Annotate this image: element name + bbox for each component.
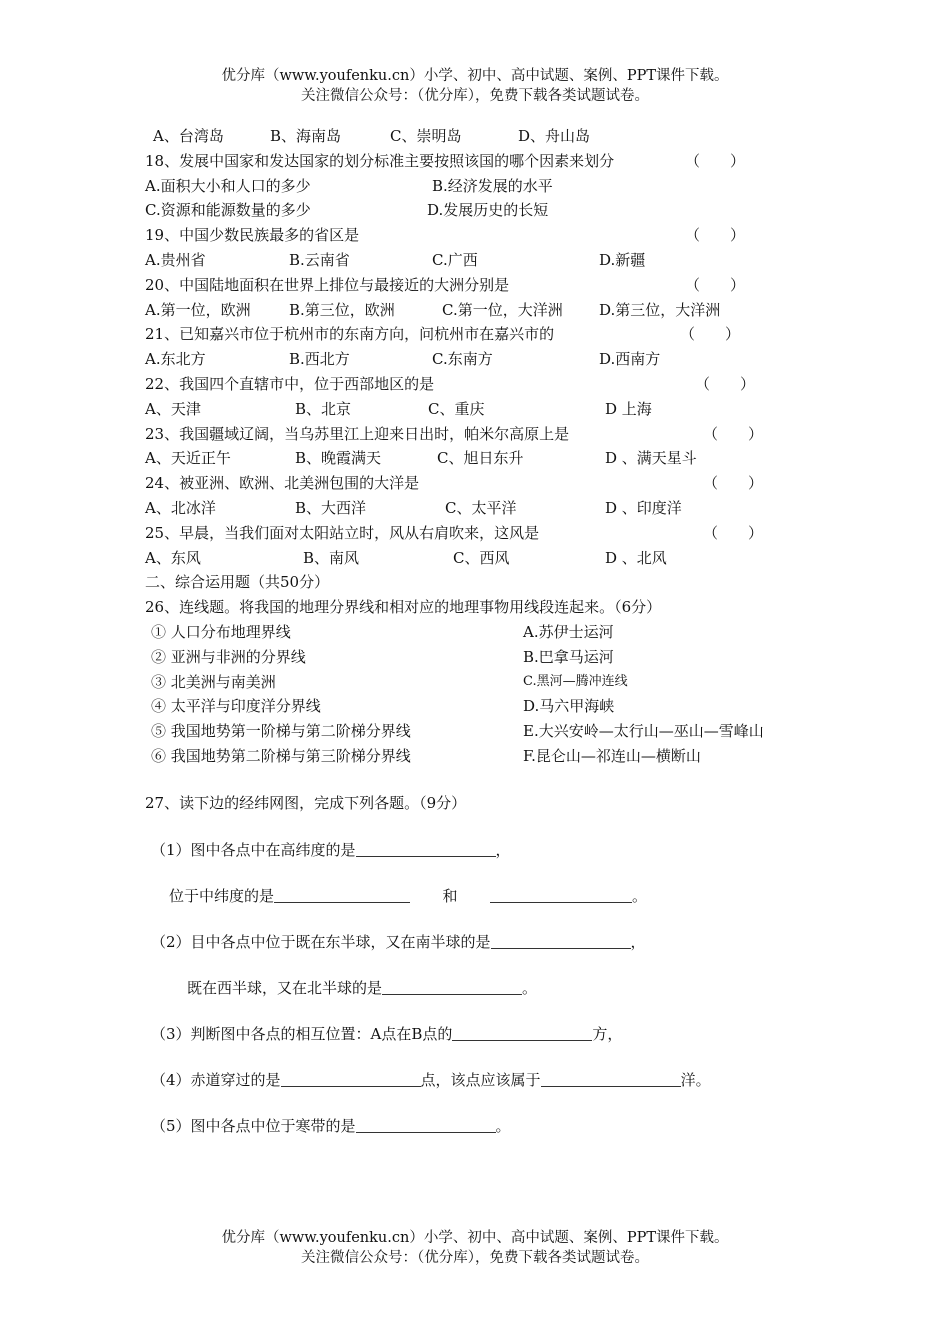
q24-options <box>145 496 805 521</box>
answer-blank[interactable] <box>452 1024 592 1041</box>
option-d: D.西南方 <box>599 350 661 369</box>
q22-options <box>145 397 805 422</box>
answer-blank[interactable] <box>356 1116 496 1133</box>
option-b: B.西北方 <box>289 350 350 369</box>
match-left-4: ④ 太平洋与印度洋分界线 <box>151 697 321 716</box>
match-row-6 <box>145 744 805 769</box>
header-line-1: 优分库（www.youfenku.cn）小学、初中、高中试题、案例、PPT课件下载。 <box>221 68 729 84</box>
match-row-5 <box>145 719 805 744</box>
match-left-1: ① 人口分布地理界线 <box>151 622 291 641</box>
question-text: 19、中国少数民族最多的省区是 <box>145 226 360 245</box>
q27-part-1a <box>145 838 805 862</box>
question-20 <box>145 273 805 298</box>
q27-part-2a <box>145 930 805 954</box>
punct: 洋。 <box>680 1070 711 1089</box>
answer-blank[interactable] <box>490 886 632 903</box>
question-27-title: 27、读下边的经纬网图，完成下列各题。（9分） <box>145 793 467 812</box>
answer-paren: （ ） <box>703 523 764 542</box>
match-left-2: ② 亚洲与非洲的分界线 <box>151 647 306 666</box>
question-text: 18、发展中国家和发达国家的划分标准主要按照该国的哪个因素来划分 <box>145 151 615 170</box>
option-b: B.云南省 <box>289 250 350 269</box>
question-25 <box>145 521 805 546</box>
header-line-2: 关注微信公众号：（优分库），免费下载各类试题试卷。 <box>301 88 649 104</box>
option-c: C.东南方 <box>432 350 493 369</box>
option-a: A、台湾岛 <box>153 127 224 145</box>
answer-paren: （ ） <box>695 374 756 393</box>
question-19 <box>145 223 805 248</box>
option-c: C.资源和能源数量的多少 <box>145 201 311 220</box>
option-d: D 、北风 <box>605 548 667 567</box>
punct: 方， <box>592 1024 623 1043</box>
answer-blank[interactable] <box>491 932 631 949</box>
question-23 <box>145 422 805 447</box>
option-d: D、舟山岛 <box>518 127 591 145</box>
question-text: 23、我国疆域辽阔，当乌苏里江上迎来日出时，帕米尔高原上是 <box>145 424 570 443</box>
punct: ， <box>495 840 511 859</box>
q18-options-row-2 <box>145 198 805 223</box>
q18-options-row-1 <box>145 174 805 199</box>
answer-paren: （ ） <box>685 275 746 294</box>
option-b: B、海南岛 <box>270 127 342 145</box>
option-a: A、东风 <box>145 548 201 567</box>
q17-options <box>145 124 805 149</box>
q25-options <box>145 546 805 571</box>
footer-line-2: 关注微信公众号：（优分库），免费下载各类试题试卷。 <box>301 1250 649 1266</box>
option-c: C.广西 <box>432 250 478 269</box>
question-text: 20、中国陆地面积在世界上排位与最接近的大洲分别是 <box>145 275 510 294</box>
option-a: A、天津 <box>145 399 201 418</box>
question-text: 22、我国四个直辖市中，位于西部地区的是 <box>145 374 435 393</box>
q27-part-1b <box>145 884 805 908</box>
match-right-a: A.苏伊士运河 <box>523 622 614 641</box>
answer-paren: （ ） <box>685 226 746 245</box>
exam-content <box>145 124 805 1138</box>
q19-options <box>145 248 805 273</box>
prompt-text: （2）目中各点中位于既在东半球，又在南半球的是 <box>151 932 491 951</box>
match-right-d: D.马六甲海峡 <box>523 697 615 716</box>
answer-blank[interactable] <box>281 1070 421 1087</box>
answer-paren: （ ） <box>703 424 764 443</box>
punct: ， <box>630 932 646 951</box>
question-24 <box>145 471 805 496</box>
match-right-b: B.巴拿马运河 <box>523 647 614 666</box>
q23-options <box>145 446 805 471</box>
option-c: C、崇明岛 <box>390 127 462 145</box>
option-b: B、晚霞满天 <box>295 449 382 468</box>
prompt-text: 既在西半球，又在北半球的是 <box>187 978 383 997</box>
match-right-e: E.大兴安岭—太行山—巫山—雪峰山 <box>523 722 764 741</box>
q27-part-2b <box>145 976 805 1000</box>
option-a: A.第一位，欧洲 <box>145 300 251 319</box>
question-22 <box>145 372 805 397</box>
match-left-6: ⑥ 我国地势第二阶梯与第三阶梯分界线 <box>151 746 411 765</box>
match-right-c: C.黑河—腾冲连线 <box>523 673 628 689</box>
answer-paren: （ ） <box>685 151 746 170</box>
question-text: 24、被亚洲、欧洲、北美洲包围的大洋是 <box>145 474 420 493</box>
q21-options <box>145 347 805 372</box>
option-b: B、北京 <box>295 399 352 418</box>
option-c: C、太平洋 <box>445 498 517 517</box>
option-b: B.第三位，欧洲 <box>289 300 395 319</box>
match-left-3: ③ 北美洲与南美洲 <box>151 672 276 691</box>
option-b: B.经济发展的水平 <box>432 176 553 195</box>
option-c: C、重庆 <box>428 399 485 418</box>
match-row-4 <box>145 694 805 719</box>
page-footer <box>0 1228 950 1268</box>
answer-paren: （ ） <box>703 474 764 493</box>
q20-options <box>145 298 805 323</box>
question-21 <box>145 322 805 347</box>
question-18 <box>145 149 805 174</box>
option-c: C、西风 <box>453 548 510 567</box>
match-right-f: F.昆仑山—祁连山—横断山 <box>523 746 701 765</box>
prompt-text: （4）赤道穿过的是 <box>151 1070 281 1089</box>
option-a: A.东北方 <box>145 350 206 369</box>
option-d: D 上海 <box>605 399 652 418</box>
punct: 。 <box>522 978 538 997</box>
conjunction-text: 和 <box>442 886 458 905</box>
option-d: D.新疆 <box>599 250 646 269</box>
page-header <box>0 66 950 106</box>
prompt-text: （1）图中各点中在高纬度的是 <box>151 840 356 859</box>
option-a: A、北冰洋 <box>145 498 216 517</box>
q27-part-4 <box>145 1068 805 1092</box>
option-d: D.发展历史的长短 <box>427 201 549 220</box>
option-c: C.第一位，大洋洲 <box>442 300 563 319</box>
match-row-1 <box>145 620 805 645</box>
option-d: D.第三位，大洋洲 <box>599 300 721 319</box>
punct: 。 <box>495 1116 511 1135</box>
option-d: D 、满天星斗 <box>605 449 697 468</box>
match-row-2 <box>145 645 805 670</box>
match-row-3 <box>145 670 805 695</box>
section-2-title: 二、综合运用题（共50分） <box>145 573 330 592</box>
question-text: 21、已知嘉兴市位于杭州市的东南方向，问杭州市在嘉兴市的 <box>145 325 555 344</box>
footer-line-1: 优分库（www.youfenku.cn）小学、初中、高中试题、案例、PPT课件下载。 <box>221 1230 729 1246</box>
q27-part-3 <box>145 1022 805 1046</box>
punct: 。 <box>632 886 648 905</box>
question-26-title: 26、连线题。将我国的地理分界线和相对应的地理事物用线段连起来。（6分） <box>145 598 662 617</box>
option-b: B、南风 <box>303 548 360 567</box>
answer-blank[interactable] <box>274 886 410 903</box>
prompt-text: （3）判断图中各点的相互位置：A点在B点的 <box>151 1024 453 1043</box>
option-a: A.贵州省 <box>145 250 206 269</box>
option-a: A.面积大小和人口的多少 <box>145 176 311 195</box>
option-b: B、大西洋 <box>295 498 367 517</box>
question-text: 25、早晨，当我们面对太阳站立时，风从右肩吹来，这风是 <box>145 523 540 542</box>
prompt-text: 位于中纬度的是 <box>169 886 275 905</box>
option-d: D 、印度洋 <box>605 498 682 517</box>
option-a: A、天近正午 <box>145 449 231 468</box>
answer-paren: （ ） <box>680 325 741 344</box>
option-c: C、旭日东升 <box>437 449 524 468</box>
match-left-5: ⑤ 我国地势第一阶梯与第二阶梯分界线 <box>151 722 411 741</box>
answer-blank[interactable] <box>382 978 522 995</box>
answer-blank[interactable] <box>541 1070 681 1087</box>
prompt-text: 点，该点应该属于 <box>420 1070 541 1089</box>
answer-blank[interactable] <box>356 840 496 857</box>
q27-part-5 <box>145 1114 805 1138</box>
prompt-text: （5）图中各点中位于寒带的是 <box>151 1116 356 1135</box>
